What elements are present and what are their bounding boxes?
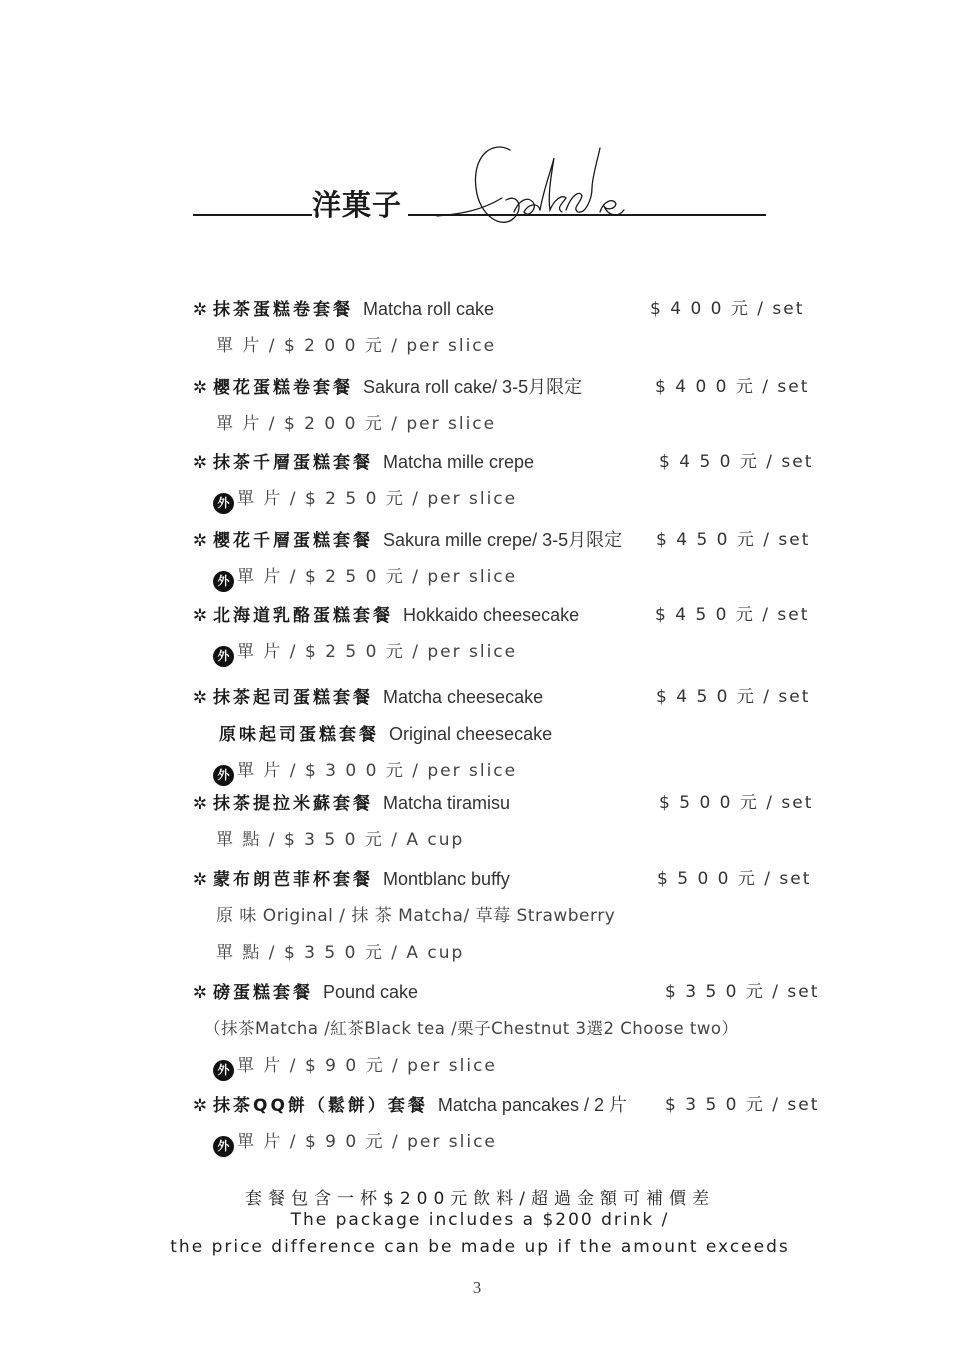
flower-bullet-icon: ✲: [192, 983, 208, 1003]
menu-item-hokkaido-cheesecake: ✲ 北海道乳酪蛋糕套餐 Hokkaido cheesecake: [192, 605, 580, 626]
flower-bullet-icon: ✲: [192, 870, 208, 890]
takeout-badge-icon: 外: [213, 493, 234, 514]
page-number: 3: [472, 1278, 482, 1297]
item-flavor-options: （抹茶Matcha /紅茶Black tea /栗子Chestnut 3選2 Choose two）: [204, 1019, 739, 1038]
item-flavor-options: 原 味 Original / 抹 茶 Matcha/ 草莓 Strawberry: [216, 906, 616, 926]
item-price: $ 3 5 0 元 / set: [665, 1095, 820, 1115]
item-slice-price: 外 單 片 / $ 3 0 0 元 / per slice: [213, 760, 517, 786]
item-slice-price: 外 單 片 / $ 2 5 0 元 / per slice: [213, 488, 517, 514]
flower-bullet-icon: ✲: [192, 300, 208, 320]
footer-note-zh: 套餐包含一杯$200元飲料/超過金額可補價差: [245, 1189, 715, 1209]
menu-item-matcha-cheesecake: ✲ 抹茶起司蛋糕套餐 Matcha cheesecake: [192, 687, 544, 708]
cake-script-logo: [432, 138, 632, 233]
footer-note-en-2: the price difference can be made up if the amount exceeds: [170, 1237, 790, 1257]
item-price: $ 4 0 0 元 / set: [650, 299, 805, 319]
menu-item-sakura-roll: ✲ 櫻花蛋糕卷套餐 Sakura roll cake/ 3-5月限定: [192, 377, 583, 398]
flower-bullet-icon: ✲: [192, 453, 208, 473]
flower-bullet-icon: ✲: [192, 531, 208, 551]
page-title: 洋菓子: [312, 183, 408, 224]
item-price: $ 3 5 0 元 / set: [665, 982, 820, 1002]
takeout-badge-icon: 外: [213, 1060, 234, 1081]
item-price: $ 4 5 0 元 / set: [656, 530, 811, 550]
item-price: $ 4 0 0 元 / set: [655, 377, 810, 397]
menu-item-matcha-tiramisu: ✲ 抹茶提拉米蘇套餐 Matcha tiramisu: [192, 793, 511, 814]
flower-bullet-icon: ✲: [192, 794, 208, 814]
menu-item-sakura-mille-crepe: ✲ 櫻花千層蛋糕套餐 Sakura mille crepe/ 3-5月限定: [192, 530, 623, 551]
menu-item-pound-cake: ✲ 磅蛋糕套餐 Pound cake: [192, 982, 419, 1003]
item-single-price: 單 點 / $ 3 5 0 元 / A cup: [216, 943, 465, 963]
item-price: $ 5 0 0 元 / set: [659, 793, 814, 813]
item-single-price: 單 點 / $ 3 5 0 元 / A cup: [216, 830, 465, 850]
flower-bullet-icon: ✲: [192, 606, 208, 626]
menu-item-matcha-roll: ✲ 抹茶蛋糕卷套餐 Matcha roll cake: [192, 299, 495, 320]
menu-item-matcha-pancakes: ✲ 抹茶QQ餅（鬆餅）套餐 Matcha pancakes / 2 片: [192, 1095, 628, 1116]
item-price: $ 4 5 0 元 / set: [656, 687, 811, 707]
flower-bullet-icon: ✲: [192, 1096, 208, 1116]
takeout-badge-icon: 外: [213, 1136, 234, 1157]
menu-item-matcha-mille-crepe: ✲ 抹茶千層蛋糕套餐 Matcha mille crepe: [192, 452, 535, 473]
flower-bullet-icon: ✲: [192, 688, 208, 708]
item-slice-price: 外 單 片 / $ 2 5 0 元 / per slice: [213, 566, 517, 592]
item-slice-price: 外 單 片 / $ 2 5 0 元 / per slice: [213, 641, 517, 667]
flower-bullet-icon: ✲: [192, 378, 208, 398]
takeout-badge-icon: 外: [213, 646, 234, 667]
item-price: $ 5 0 0 元 / set: [657, 869, 812, 889]
takeout-badge-icon: 外: [213, 571, 234, 592]
footer-note-en-1: The package includes a $200 drink /: [290, 1210, 670, 1230]
item-slice-price: 外 單 片 / $ 9 0 元 / per slice: [213, 1055, 497, 1081]
item-slice-price: 單 片 / $ 2 0 0 元 / per slice: [216, 414, 497, 434]
item-slice-price: 外 單 片 / $ 9 0 元 / per slice: [213, 1131, 497, 1157]
menu-item-original-cheesecake: 原味起司蛋糕套餐 Original cheesecake: [219, 724, 553, 745]
item-price: $ 4 5 0 元 / set: [659, 452, 814, 472]
takeout-badge-icon: 外: [213, 765, 234, 786]
item-slice-price: 單 片 / $ 2 0 0 元 / per slice: [216, 336, 497, 356]
item-price: $ 4 5 0 元 / set: [655, 605, 810, 625]
menu-item-montblanc: ✲ 蒙布朗芭菲杯套餐 Montblanc buffy: [192, 869, 510, 890]
